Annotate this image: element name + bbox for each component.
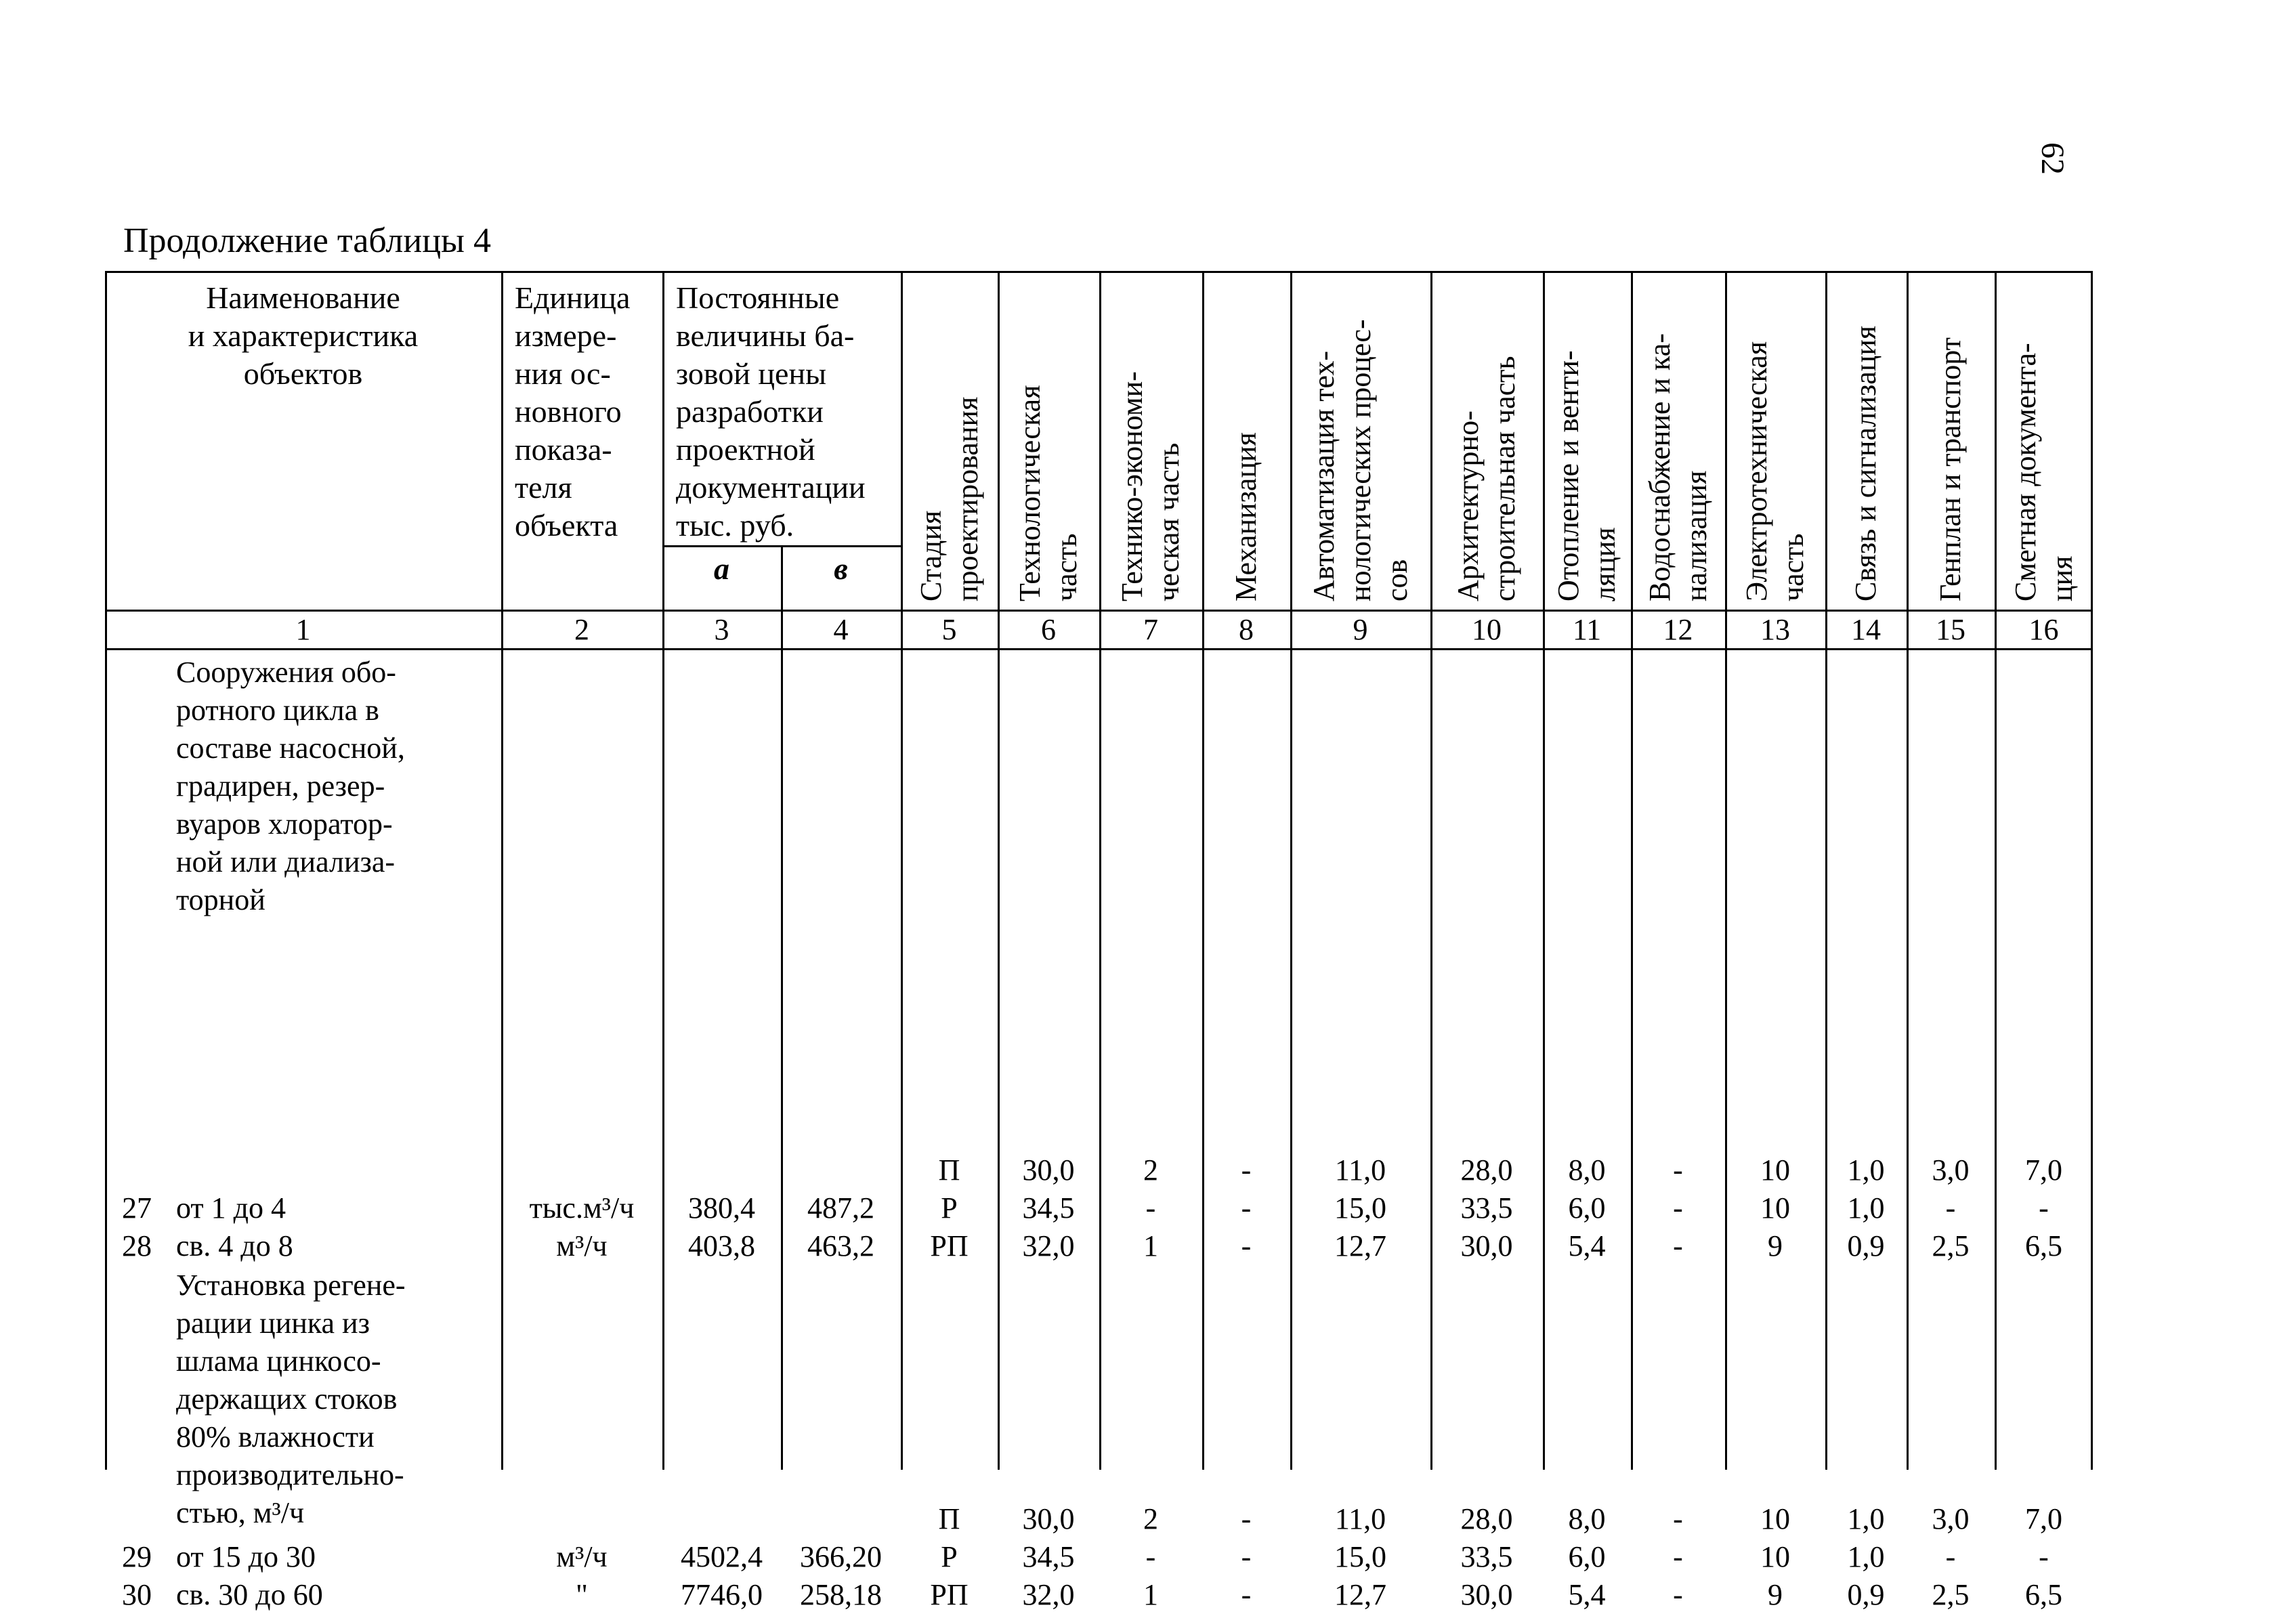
column-number: 15	[1936, 613, 1965, 646]
values-col-14: 1,0 1,0 0,9	[1847, 1153, 1885, 1262]
values-col-7: 2 - 1	[1143, 1153, 1158, 1262]
header-rotated-12: Водоснабжение и ка- нализация	[1642, 333, 1713, 601]
values-col-10: 28,0 33,5 30,0	[1460, 1153, 1513, 1262]
values-col-8: - - -	[1241, 1153, 1252, 1262]
values-col-12: - - -	[1673, 1502, 1683, 1611]
column-number: 16	[2028, 613, 2059, 646]
values-col-8: - - -	[1241, 1502, 1252, 1611]
unit-values: тыс.м³/ч м³/ч	[529, 1191, 635, 1262]
header-base-price: Постоянные величины ба- зовой цены разработки проектной документации тыс. руб.	[676, 280, 866, 543]
column-number: 9	[1353, 613, 1368, 646]
column-number: 4	[833, 613, 849, 646]
column-number: 13	[1760, 613, 1790, 646]
table-rule	[1543, 271, 1545, 1470]
header-name: Наименование и характеристика объектов	[188, 280, 419, 391]
values-col-5: П Р РП	[930, 1502, 969, 1611]
group-title: Сооружения обо- ротного цикла в составе насосной, градирен, резер- вуаров хлоратор- ной или диализа- торной	[176, 656, 405, 916]
header-rotated-5: Стадия проектирования	[914, 396, 984, 601]
column-number: 12	[1663, 613, 1693, 646]
base-price-b: 487,2 463,2	[807, 1191, 874, 1262]
values-col-7: 2 - 1	[1143, 1502, 1158, 1611]
values-col-11: 8,0 6,0 5,4	[1568, 1153, 1606, 1262]
table-rule	[901, 271, 903, 1470]
column-number: 3	[714, 613, 729, 646]
header-unit: Единица измере- ния ос- новного показа- теля объекта	[515, 280, 631, 543]
column-number: 2	[574, 613, 589, 646]
table-rule	[1825, 271, 1827, 1470]
header-rotated-15: Генплан и транспорт	[1934, 337, 1967, 601]
column-number: 10	[1472, 613, 1502, 646]
column-number: 5	[941, 613, 957, 646]
table-rule	[1430, 271, 1432, 1470]
base-price-a: 4502,4 7746,0	[681, 1540, 763, 1611]
header-rotated-7: Технико-экономи- ческая часть	[1115, 371, 1185, 601]
values-col-9: 11,0 15,0 12,7	[1334, 1502, 1386, 1611]
header-rotated-9: Автоматизация тех- нологических процес- сов	[1306, 319, 1413, 601]
table-rule	[1202, 271, 1204, 1470]
header-rotated-13: Электротехническая часть	[1740, 341, 1810, 601]
table-rule	[1725, 271, 1727, 1470]
values-col-5: П Р РП	[930, 1153, 969, 1262]
values-col-14: 1,0 1,0 0,9	[1847, 1502, 1885, 1611]
column-number: 7	[1143, 613, 1158, 646]
values-col-12: - - -	[1673, 1153, 1683, 1262]
table-rule	[1290, 271, 1292, 1470]
values-col-15: 3,0 - 2,5	[1932, 1153, 1970, 1262]
row-labels: от 1 до 4 св. 4 до 8	[176, 1191, 293, 1262]
column-number: 14	[1851, 613, 1881, 646]
values-col-6: 30,0 34,5 32,0	[1022, 1153, 1075, 1262]
header-rotated-11: Отопление и венти- ляция	[1552, 350, 1621, 601]
table-rule	[1099, 271, 1101, 1470]
header-rotated-16: Сметная документа- ция	[2008, 343, 2079, 601]
header-rotated-10: Архитектурно- строительная часть	[1451, 356, 1521, 601]
values-col-16: 7,0 - 6,5	[2025, 1153, 2062, 1262]
header-rotated-6: Технологическая часть	[1013, 385, 1083, 601]
column-number: 11	[1572, 613, 1602, 646]
base-price-b: 366,20 258,18	[800, 1540, 882, 1611]
header-col-b: в	[834, 551, 848, 586]
table-rule	[2091, 271, 2093, 1470]
values-col-11: 8,0 6,0 5,4	[1568, 1502, 1606, 1611]
header-rotated-8: Механизация	[1229, 432, 1262, 601]
row-numbers: 27 28	[122, 1191, 152, 1262]
column-number: 6	[1041, 613, 1056, 646]
table-rule	[662, 271, 664, 1470]
header-col-a: а	[714, 551, 729, 586]
values-col-9: 11,0 15,0 12,7	[1334, 1153, 1386, 1262]
values-col-6: 30,0 34,5 32,0	[1022, 1502, 1075, 1611]
table-rule	[1631, 271, 1633, 1470]
values-col-10: 28,0 33,5 30,0	[1460, 1502, 1513, 1611]
column-number: 8	[1239, 613, 1254, 646]
table-rule	[105, 271, 107, 1470]
row-numbers: 29 30	[122, 1540, 152, 1611]
values-col-13: 10 10 9	[1760, 1153, 1790, 1262]
table-rule	[781, 545, 783, 1470]
data-table	[105, 271, 2093, 1611]
column-number: 1	[295, 613, 311, 646]
values-col-13: 10 10 9	[1760, 1502, 1790, 1611]
values-col-15: 3,0 - 2,5	[1932, 1502, 1970, 1611]
table-rule	[998, 271, 1000, 1470]
table-rule	[1995, 271, 1997, 1470]
page-number: 62	[2035, 142, 2070, 175]
table-rule	[501, 271, 503, 1470]
group-title: Установка регене- рации цинка из шлама цинкосо- держащих стоков 80% влажности производительно- стью, м³/ч	[176, 1269, 406, 1529]
values-col-16: 7,0 - 6,5	[2025, 1502, 2062, 1611]
base-price-a: 380,4 403,8	[688, 1191, 755, 1262]
table-rule	[1907, 271, 1909, 1470]
unit-values: м³/ч "	[556, 1540, 608, 1611]
table-caption: Продолжение таблицы 4	[123, 221, 491, 260]
header-rotated-14: Связь и сигнализация	[1849, 325, 1882, 601]
row-labels: от 15 до 30 св. 30 до 60	[176, 1540, 323, 1611]
